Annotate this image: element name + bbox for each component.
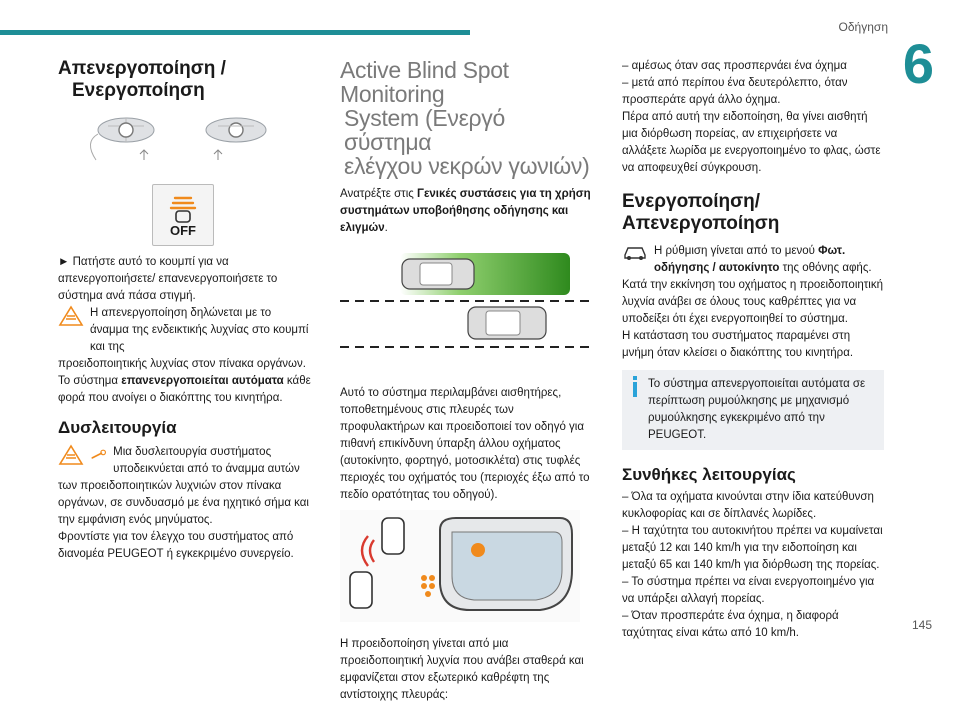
info-box: Το σύστημα απενεργοποιείται αυτόματα σε περίπτωση ρυμούλκησης με μηχανισμό ρυμούλκησης εγκεκριμένο από την PEUGEOT. [622, 370, 884, 450]
paragraph-malfunction: των προειδοποιητικών λυχνιών στον πίνακα οργάνων, σε συνδυασμό με ένα ηχητικό σήμα και την εμφάνιση ενός μηνύματος. [58, 480, 309, 526]
mirror-warning-light-icon [471, 543, 485, 557]
list-item: – Όλα τα οχήματα κινούνται στην ίδια κατεύθυνση κυκλοφορίας και σε δίπλανές λωρίδες. [622, 491, 874, 520]
info-icon [630, 376, 640, 398]
list-item: – Το σύστημα πρέπει να είναι ενεργοποιημένο για να υπάρξει αλλαγή πορείας. [622, 576, 875, 605]
paragraph-startup: Κατά την εκκίνηση του οχήματος η προειδοποιητική λυχνία ανάβει σε όλους τους καθρέπτες για να υποδείξει ότι έχει ενεργοποιηθεί το σύστημα. [622, 279, 884, 325]
off-label: OFF [170, 222, 196, 238]
column-right [622, 58, 884, 642]
column-middle [340, 58, 592, 704]
left-mirror-icon [90, 118, 154, 160]
heading-blind-spot: Active Blind Spot Monitoring System (Ενεργό σύστημα ελέγχου νεκρών γωνιών) [340, 57, 590, 179]
off-button-illustration [152, 184, 214, 246]
mirror-warning-illustration [340, 510, 580, 622]
list-item: – αμέσως όταν σας προσπερνάει ένα όχημα [622, 60, 847, 72]
paragraph-press-button: ► Πατήστε αυτό το κουμπί για να απενεργοποιήσετε/ επανενεργοποιήσετε το σύστημα ανά πάσα στιγμή. [58, 256, 278, 302]
mirror-illustration [58, 112, 312, 172]
paragraph-dealer: Φροντίστε για τον έλεγχο του συστήματος από διανομέα PEUGEOT ή εγκεκριμένο συνεργείο. [58, 531, 294, 560]
page-number: 145 [911, 618, 932, 632]
paragraph-auto-reactivate: Το σύστημα επανενεργοποιείται αυτόματα κάθε φορά που ανοίγει ο διακόπτης του κινητήρα. [58, 375, 311, 404]
heading-deactivation: Απενεργοποίηση / Ενεργοποίηση [58, 58, 226, 101]
heading-malfunction: Δυσλειτουργία [58, 418, 177, 437]
list-item: – μετά από περίπου ένα δευτερόλεπτο, όταν προσπεράτε αργά άλλο όχημα. [622, 77, 848, 106]
car-icon [622, 243, 648, 261]
paragraph-course-correction: Πέρα από αυτή την ειδοποίηση, θα γίνει αισθητή μια διόρθωση πορείας, αν επιχειρήσετε να αλλάξετε λωρίδα με ενεργοποιημένο το φλας, ώστε να αποφευχθεί σύγκρουση. [622, 111, 881, 174]
blind-spot-off-icon [165, 194, 201, 224]
paragraph-warning-light: Η προειδοποίηση γίνεται από μια προειδοποιητική λυχνία που ανάβει σταθερά και εμφανίζεται στον εξωτερικό καθρέφτη της αντίστοιχης πλευράς: [340, 638, 584, 701]
warning-light-icon [58, 305, 84, 327]
paragraph-warning-cont: προειδοποιητικής λυχνίας στον πίνακα οργάνων. [58, 358, 306, 370]
blind-spot-zone-illustration [340, 243, 592, 373]
own-car-icon [468, 307, 546, 339]
list-item: – Η ταχύτητα του αυτοκινήτου πρέπει να κυμαίνεται μεταξύ 12 και 140 km/h για την ειδοποίηση και μεταξύ 65 και 140 km/h για διόρθωση της πορείας. [622, 525, 883, 571]
heading-activation: Ενεργοποίηση/ Απενεργοποίηση [622, 191, 780, 234]
column-left [58, 58, 312, 563]
warning-note-2: Μια δυσλειτουργία συστήματος υποδεικνύεται από το άναμμα αυτών [58, 444, 312, 478]
car-menu-note: Η ρύθμιση γίνεται από το μενού Φωτ. οδήγησης / αυτοκίνητο της οθόνης αφής. [622, 243, 884, 277]
mirror-icon [440, 518, 572, 610]
paragraph-reference: Ανατρέξτε στις Γενικές συστάσεις για τη χρήση συστημάτων υποβοήθησης οδήγησης και ελιγμών. [340, 188, 591, 234]
heading-operating-conditions: Συνθήκες λειτουργίας [622, 465, 796, 484]
header-accent-bar [0, 30, 470, 35]
right-mirror-icon [206, 118, 266, 160]
warning-note-1: Η απενεργοποίηση δηλώνεται με το άναμμα της ενδεικτικής λυχνίας στο κουμπί και της [58, 305, 312, 356]
chapter-number: 6 [902, 32, 934, 95]
list-item: – Όταν προσπεράτε ένα όχημα, η διαφορά ταχύτητας είναι κάτω από 10 km/h. [622, 610, 839, 639]
other-car-icon [402, 259, 474, 289]
warning-light-icon [58, 444, 84, 466]
wrench-icon [90, 444, 107, 466]
paragraph-description: Αυτό το σύστημα περιλαμβάνει αισθητήρες, τοποθετημένους στις πλευρές των προφυλακτήρων και προειδοποιεί τον οδηγό για πιθανή επικίνδυνη ύπαρξη άλλου οχήματος (αυτοκίνητο, φορτηγό, μοτοσικλέτα) στις τυφλές περιοχές του οχήματός του (περιοχές έξω από το πεδίο ορατότητας του οδηγού). [340, 387, 590, 501]
paragraph-memory: Η κατάσταση του συστήματος παραμένει στη μνήμη όταν κλείσει ο διακόπτης του κινητήρα. [622, 330, 854, 359]
section-title: Οδήγηση [838, 20, 888, 34]
